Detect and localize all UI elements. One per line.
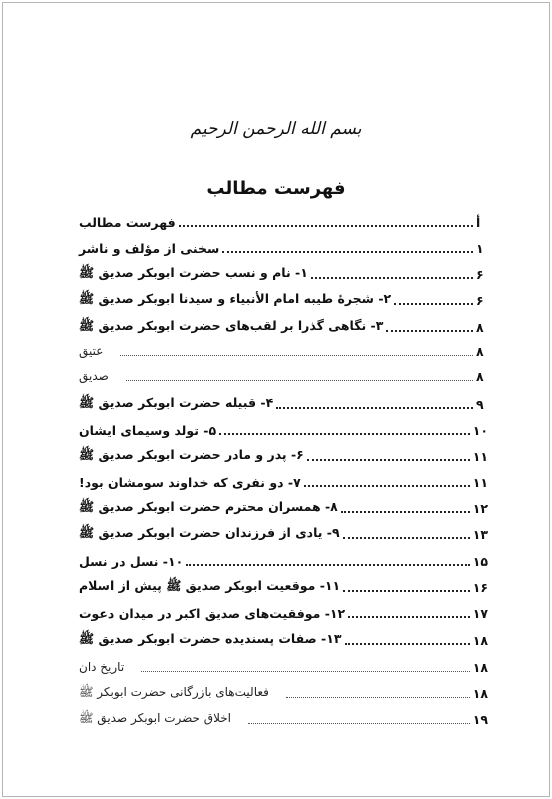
dot-leader — [345, 643, 470, 645]
toc-page-number: ۱۸ — [472, 632, 488, 648]
toc-entry-title: ۴- قبیله حضرت ابوبکر صدیق ﷺ — [79, 394, 274, 410]
dot-leader — [311, 277, 473, 279]
toc-sub-entry — [76, 680, 488, 706]
toc-entry-title: ۹- یادی از فرزندان حضرت ابوبکر صدیق ﷺ — [79, 524, 340, 540]
toc-entry — [76, 391, 488, 417]
toc-entry-title: ۲- شجرۀ طیبه امام الأنبیاء و سیدنا ابوبکر صدیق ﷺ — [79, 290, 392, 306]
toc-entry-title: ۱۱- موقعیت ابوبکر صدیق ﷺ پیش از اسلام — [79, 577, 341, 593]
dot-leader — [141, 671, 470, 672]
toc-page-number: ۱۸ — [472, 659, 488, 675]
toc-page-number: أ — [476, 214, 481, 230]
toc-entry-title: ۱۰- نسل در نسل — [79, 553, 184, 569]
toc-entry — [76, 548, 488, 574]
toc-page-number: ۱ — [476, 240, 484, 256]
dot-leader — [120, 355, 473, 356]
toc-page-number: ۸ — [476, 343, 484, 359]
toc-entry — [76, 600, 488, 626]
toc-page-number: ۱۸ — [472, 685, 488, 701]
toc-entry — [76, 261, 488, 287]
toc-entry — [76, 469, 488, 495]
dot-leader — [186, 564, 469, 566]
dot-leader — [219, 433, 470, 435]
toc-entry-title: ۱۲- موفقیت‌های صدیق اکبر در میدان دعوت — [79, 605, 346, 621]
toc-entry — [76, 521, 488, 547]
toc-page-number: ۱۹ — [472, 711, 488, 727]
toc-entry-title: ۱۳- صفات پسندیده حضرت ابوبکر صدیق ﷺ — [79, 630, 342, 646]
toc-page-number: ۱۷ — [472, 605, 488, 621]
toc-sub-entry — [76, 654, 488, 680]
toc-entry — [76, 209, 488, 235]
toc-sub-entry — [76, 706, 488, 732]
dot-leader — [179, 225, 473, 227]
toc-entry-title: اخلاق حضرت ابوبکر صدیق ﷺ — [79, 710, 232, 725]
toc-entry-title: ۸- همسران محترم حضرت ابوبکر صدیق ﷺ — [79, 498, 338, 514]
toc-page-number: ۹ — [476, 396, 484, 412]
toc-page-number: ۱۱ — [472, 474, 488, 490]
toc-page-number: ۶ — [476, 266, 484, 282]
dot-leader — [343, 590, 470, 592]
toc-page-number: ۱۰ — [472, 422, 488, 438]
toc-entry-title: ۱- نام و نسب حضرت ابوبکر صدیق ﷺ — [79, 264, 308, 280]
toc-entry-title: ۵- تولد وسیمای ایشان — [79, 422, 217, 438]
toc-page-number: ۶ — [476, 292, 484, 308]
toc-entry — [76, 287, 488, 313]
toc-entry-title: فهرست مطالب — [79, 214, 176, 230]
toc-entry-title: تاریخ دان — [79, 660, 125, 674]
document-page — [2, 2, 550, 797]
toc-entry-title: صدیق — [79, 369, 109, 383]
basmala-calligraphy: بسم الله الرحمن الرحيم — [190, 119, 362, 139]
toc-page-number: ۱۵ — [472, 553, 488, 569]
toc-entry-title: فعالیت‌های بازرگانی حضرت ابوبکر ﷺ — [79, 684, 269, 699]
toc-page-number: ۱۱ — [472, 448, 488, 464]
dot-leader — [348, 616, 470, 618]
toc-entry — [76, 235, 488, 261]
toc-entry-title: ۷- دو نفری که خداوند سومشان بود! — [79, 474, 301, 490]
toc-entry — [76, 495, 488, 521]
dot-leader — [386, 330, 473, 332]
toc-entry — [76, 574, 488, 600]
toc-sub-entry — [76, 363, 488, 389]
toc-page-number: ۱۶ — [472, 579, 488, 595]
dot-leader — [286, 697, 470, 698]
toc-entry — [76, 443, 488, 469]
dot-leader — [394, 303, 473, 305]
toc-entry-title: عتیق — [79, 344, 104, 358]
dot-leader — [222, 251, 473, 253]
toc-sub-entry — [76, 338, 488, 364]
toc-page-number: ۱۳ — [472, 526, 488, 542]
dot-leader — [248, 723, 470, 724]
toc-page-number: ۸ — [476, 368, 484, 384]
toc-entry — [76, 314, 488, 340]
dot-leader — [307, 459, 470, 461]
toc-heading: فهرست مطالب — [206, 178, 346, 199]
dot-leader — [126, 380, 473, 381]
dot-leader — [343, 537, 470, 539]
toc-entry-title: ۶- پدر و مادر حضرت ابوبکر صدیق ﷺ — [79, 446, 304, 462]
toc-entry-title: ۳- نگاهی گذرا بر لقب‌های حضرت ابوبکر صدیق ﷺ — [79, 317, 384, 333]
toc-entry-title: سخنی از مؤلف و ناشر — [79, 240, 220, 256]
dot-leader — [276, 407, 473, 409]
toc-page-number: ۱۲ — [472, 500, 488, 516]
toc-entry — [76, 627, 488, 653]
dot-leader — [341, 511, 470, 513]
toc-entry — [76, 417, 488, 443]
toc-page-number: ۸ — [476, 319, 484, 335]
dot-leader — [304, 485, 470, 487]
